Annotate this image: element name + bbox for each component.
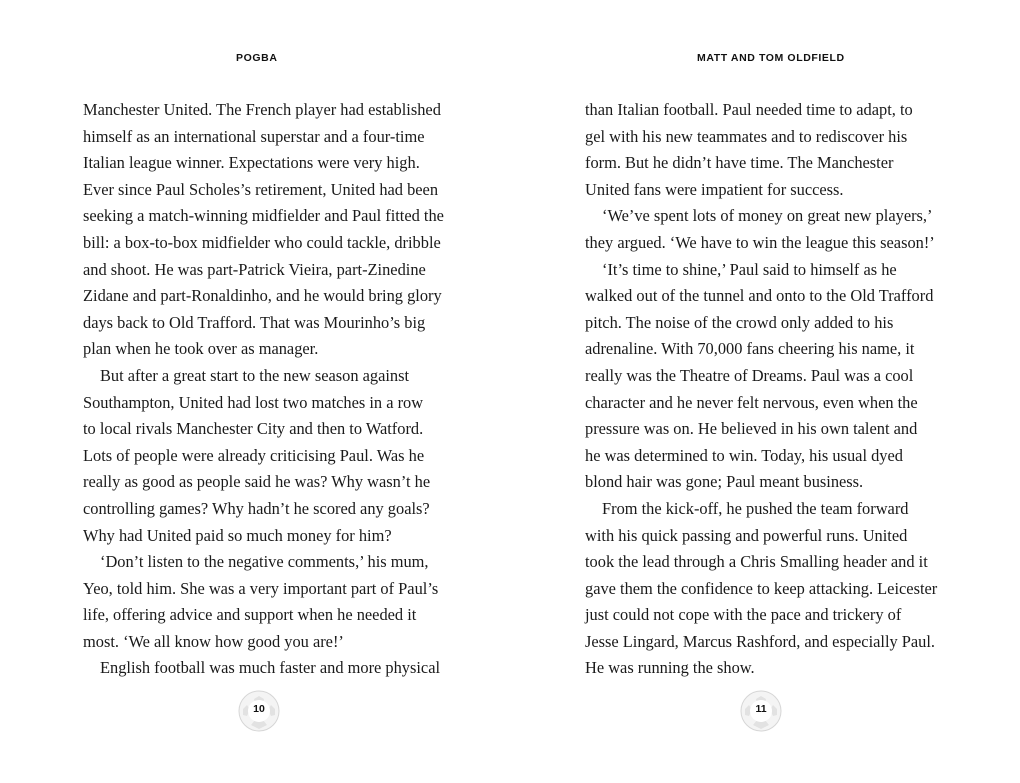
text-line: adrenaline. With 70,000 fans cheering his name, it xyxy=(585,339,915,359)
page-number-badge-right xyxy=(739,689,783,733)
text-line: form. But he didn’t have time. The Manchester xyxy=(585,153,894,173)
text-line: English football was much faster and more physical xyxy=(100,658,441,678)
right-page xyxy=(510,0,1020,783)
page-number-badge-left xyxy=(237,689,281,733)
text-line: ‘We’ve spent lots of money on great new players,’ xyxy=(602,206,933,226)
text-line: than Italian football. Paul needed time to adapt, to xyxy=(585,100,913,119)
running-head-right: MATT AND TOM OLDFIELD xyxy=(697,52,845,64)
text-line: He was running the show. xyxy=(585,658,755,678)
text-line: Manchester United. The French player had established xyxy=(83,100,441,119)
text-line: But after a great start to the new season against xyxy=(100,365,410,385)
text-line: really as good as people said he was? Why wasn’t he xyxy=(83,472,431,492)
text-line: they argued. ‘We have to win the league this season!’ xyxy=(585,232,935,252)
page-number: 11 xyxy=(755,703,767,715)
text-line: took the lead through a Chris Smalling header and it xyxy=(585,552,928,572)
text-line: Jesse Lingard, Marcus Rashford, and especially Paul. xyxy=(585,631,936,651)
text-line: himself as an international superstar and a four-time xyxy=(83,126,425,146)
text-line: life, offering advice and support when he needed it xyxy=(83,605,417,625)
text-line: days back to Old Trafford. That was Mourinho’s big xyxy=(83,312,426,332)
running-head-left: POGBA xyxy=(236,52,278,64)
text-line: plan when he took over as manager. xyxy=(83,339,319,359)
text-line: blond hair was gone; Paul meant business. xyxy=(585,472,864,492)
text-line: most. ‘We all know how good you are!’ xyxy=(83,631,344,651)
text-line: and shoot. He was part-Patrick Vieira, part-Zinedine xyxy=(83,259,426,279)
right-page-body xyxy=(585,97,937,682)
text-line: Zidane and part-Ronaldinho, and he would bring glory xyxy=(83,286,442,306)
text-line: United fans were impatient for success. xyxy=(585,179,844,199)
text-line: From the kick-off, he pushed the team forward xyxy=(602,498,909,518)
text-line: Ever since Paul Scholes’s retirement, United had been xyxy=(83,179,439,199)
text-line: bill: a box-to-box midfielder who could tackle, dribble xyxy=(83,232,441,252)
text-line: Southampton, United had lost two matches in a row xyxy=(83,392,424,412)
text-line: character and he never felt nervous, even when the xyxy=(585,392,918,412)
text-line: just could not cope with the pace and trickery of xyxy=(585,605,902,625)
text-line: to local rivals Manchester City and then to Watford. xyxy=(83,419,424,439)
text-line: gave them the confidence to keep attacking. Leicester xyxy=(585,578,938,598)
page-number: 10 xyxy=(253,703,265,715)
text-line: walked out of the tunnel and onto to the Old Trafford xyxy=(585,286,934,306)
text-line: Italian league winner. Expectations were very high. xyxy=(83,153,420,173)
text-line: seeking a match-winning midfielder and Paul fitted the xyxy=(83,206,444,226)
text-line: pressure was on. He believed in his own talent and xyxy=(585,419,918,439)
text-line: gel with his new teammates and to rediscover his xyxy=(585,126,908,146)
text-line: Yeo, told him. She was a very important part of Paul’s xyxy=(83,578,439,598)
text-line: he was determined to win. Today, his usual dyed xyxy=(585,445,903,465)
text-line: ‘It’s time to shine,’ Paul said to himself as he xyxy=(602,259,897,279)
text-line: ‘Don’t listen to the negative comments,’ his mum, xyxy=(100,552,429,572)
text-line: controlling games? Why hadn’t he scored any goals? xyxy=(83,498,430,518)
text-line: pitch. The noise of the crowd only added to his xyxy=(585,312,894,332)
text-line: Lots of people were already criticising Paul. Was he xyxy=(83,445,425,465)
text-line: Why had United paid so much money for him? xyxy=(83,525,392,545)
text-line: really was the Theatre of Dreams. Paul was a cool xyxy=(585,365,914,385)
text-line: with his quick passing and powerful runs. United xyxy=(585,525,908,545)
left-page-body xyxy=(83,97,444,682)
